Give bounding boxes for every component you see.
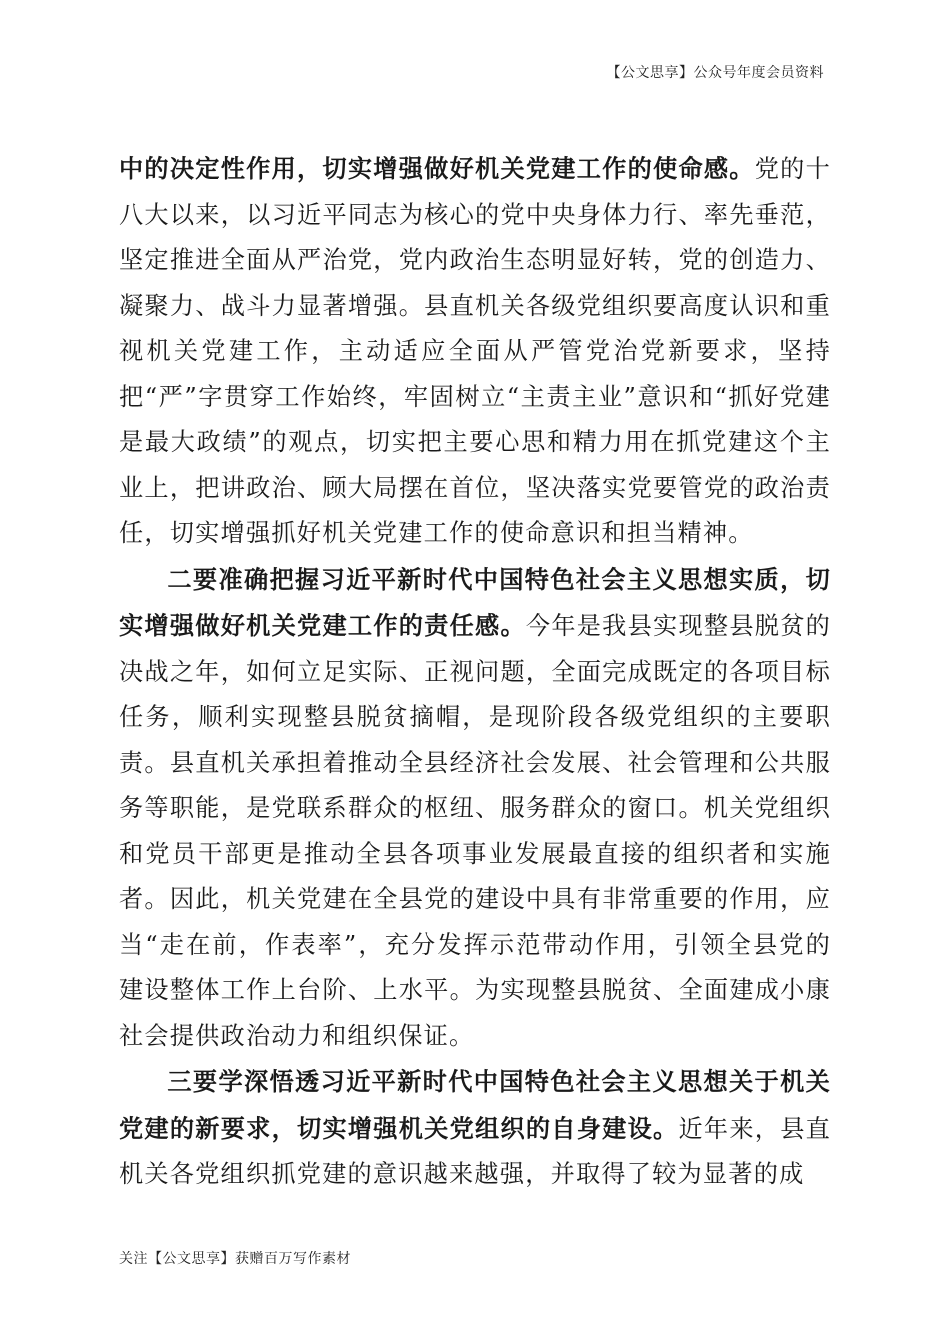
- page-header: 【公文思享】公众号年度会员资料: [606, 65, 824, 81]
- paragraph-1-heading: 中的决定性作用，切实增强做好机关党建工作的使命感。: [119, 154, 755, 183]
- document-body: [119, 146, 831, 1198]
- paragraph-3-heading: 三要学深悟透习近平新时代中国特色社会主义思想关于机关党建的新要求，切实增强机关党组织的自身建设。: [119, 1067, 831, 1143]
- paragraph-2-heading: 二要准确把握习近平新时代中国特色社会主义思想实质，切实增强做好机关党建工作的责任感。: [119, 564, 831, 640]
- paragraph-2: [119, 557, 831, 1060]
- paragraph-3-text: 近年来，县直机关各党组织抓党建的意识越来越强，并取得了较为显著的成: [119, 1114, 832, 1188]
- paragraph-3: [119, 1059, 831, 1198]
- paragraph-1: [119, 146, 831, 557]
- page-footer: 关注【公文思享】获赠百万写作素材: [119, 1251, 351, 1267]
- paragraph-1-text: 党的十八大以来，以习近平同志为核心的党中央身体力行、率先垂范，坚定推进全面从严治党，党内政治生态明显好转，党的创造力、凝聚力、战斗力显著增强。县直机关各级党组织要高度认识和重视机关党建工作，主动适应全面从严管党治党新要求，坚持把“严”字贯穿工作始终，牢固树立“主责主业”意识和“抓好党建是最大政绩”的观点，切实把主要心思和精力用在抓党建这个主业上，把讲政治、顾大局摆在首位，坚决落实党要管党的政治责任，切实增强抓好机关党建工作的使命意识和担当精神。: [119, 155, 831, 547]
- paragraph-2-text: 今年是我县实现整县脱贫的决战之年，如何立足实际、正视问题，全面完成既定的各项目标任务，顺利实现整县脱贫摘帽，是现阶段各级党组织的主要职责。县直机关承担着推动全县经济社会发展、社会管理和公共服务等职能，是党联系群众的枢纽、服务群众的窗口。机关党组织和党员干部更是推动全县各项事业发展最直接的组织者和实施者。因此，机关党建在全县党的建设中具有非常重要的作用，应当“走在前，作表率”，充分发挥示范带动作用，引领全县党的建设整体工作上台阶、上水平。为实现整县脱贫、全面建成小康社会提供政治动力和组织保证。: [119, 612, 832, 1050]
